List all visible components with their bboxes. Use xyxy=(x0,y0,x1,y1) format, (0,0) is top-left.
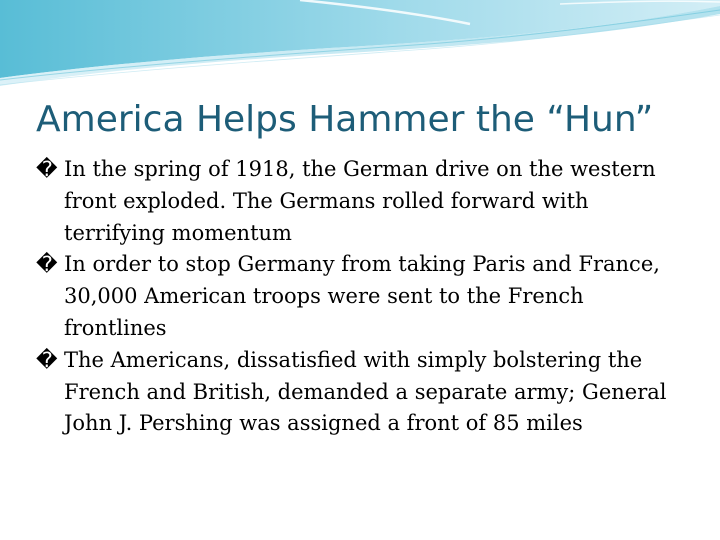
bullet-text: The Americans, dissatisfied with simply bolstering the French and British, demanded a separate army; General John J. Pershing was assigned a front of 85 miles xyxy=(64,347,667,436)
bullet-item xyxy=(36,249,686,344)
bullet-item xyxy=(36,154,686,249)
bullet-text: In the spring of 1918, the German drive on the western front exploded. The Germans rolled forward with terrifying momentum xyxy=(64,157,656,245)
bullet-text: In order to stop Germany from taking Paris and France, 30,000 American troops were sent to the French frontlines xyxy=(64,252,660,340)
bullet-item xyxy=(36,345,686,440)
header-wave-decoration xyxy=(0,0,720,90)
bullet-icon: � xyxy=(36,157,58,181)
slide-title: America Helps Hammer the “Hun” xyxy=(36,99,654,140)
bullet-icon: � xyxy=(36,252,58,277)
bullet-icon: � xyxy=(36,347,58,372)
bullet-list xyxy=(36,154,686,440)
